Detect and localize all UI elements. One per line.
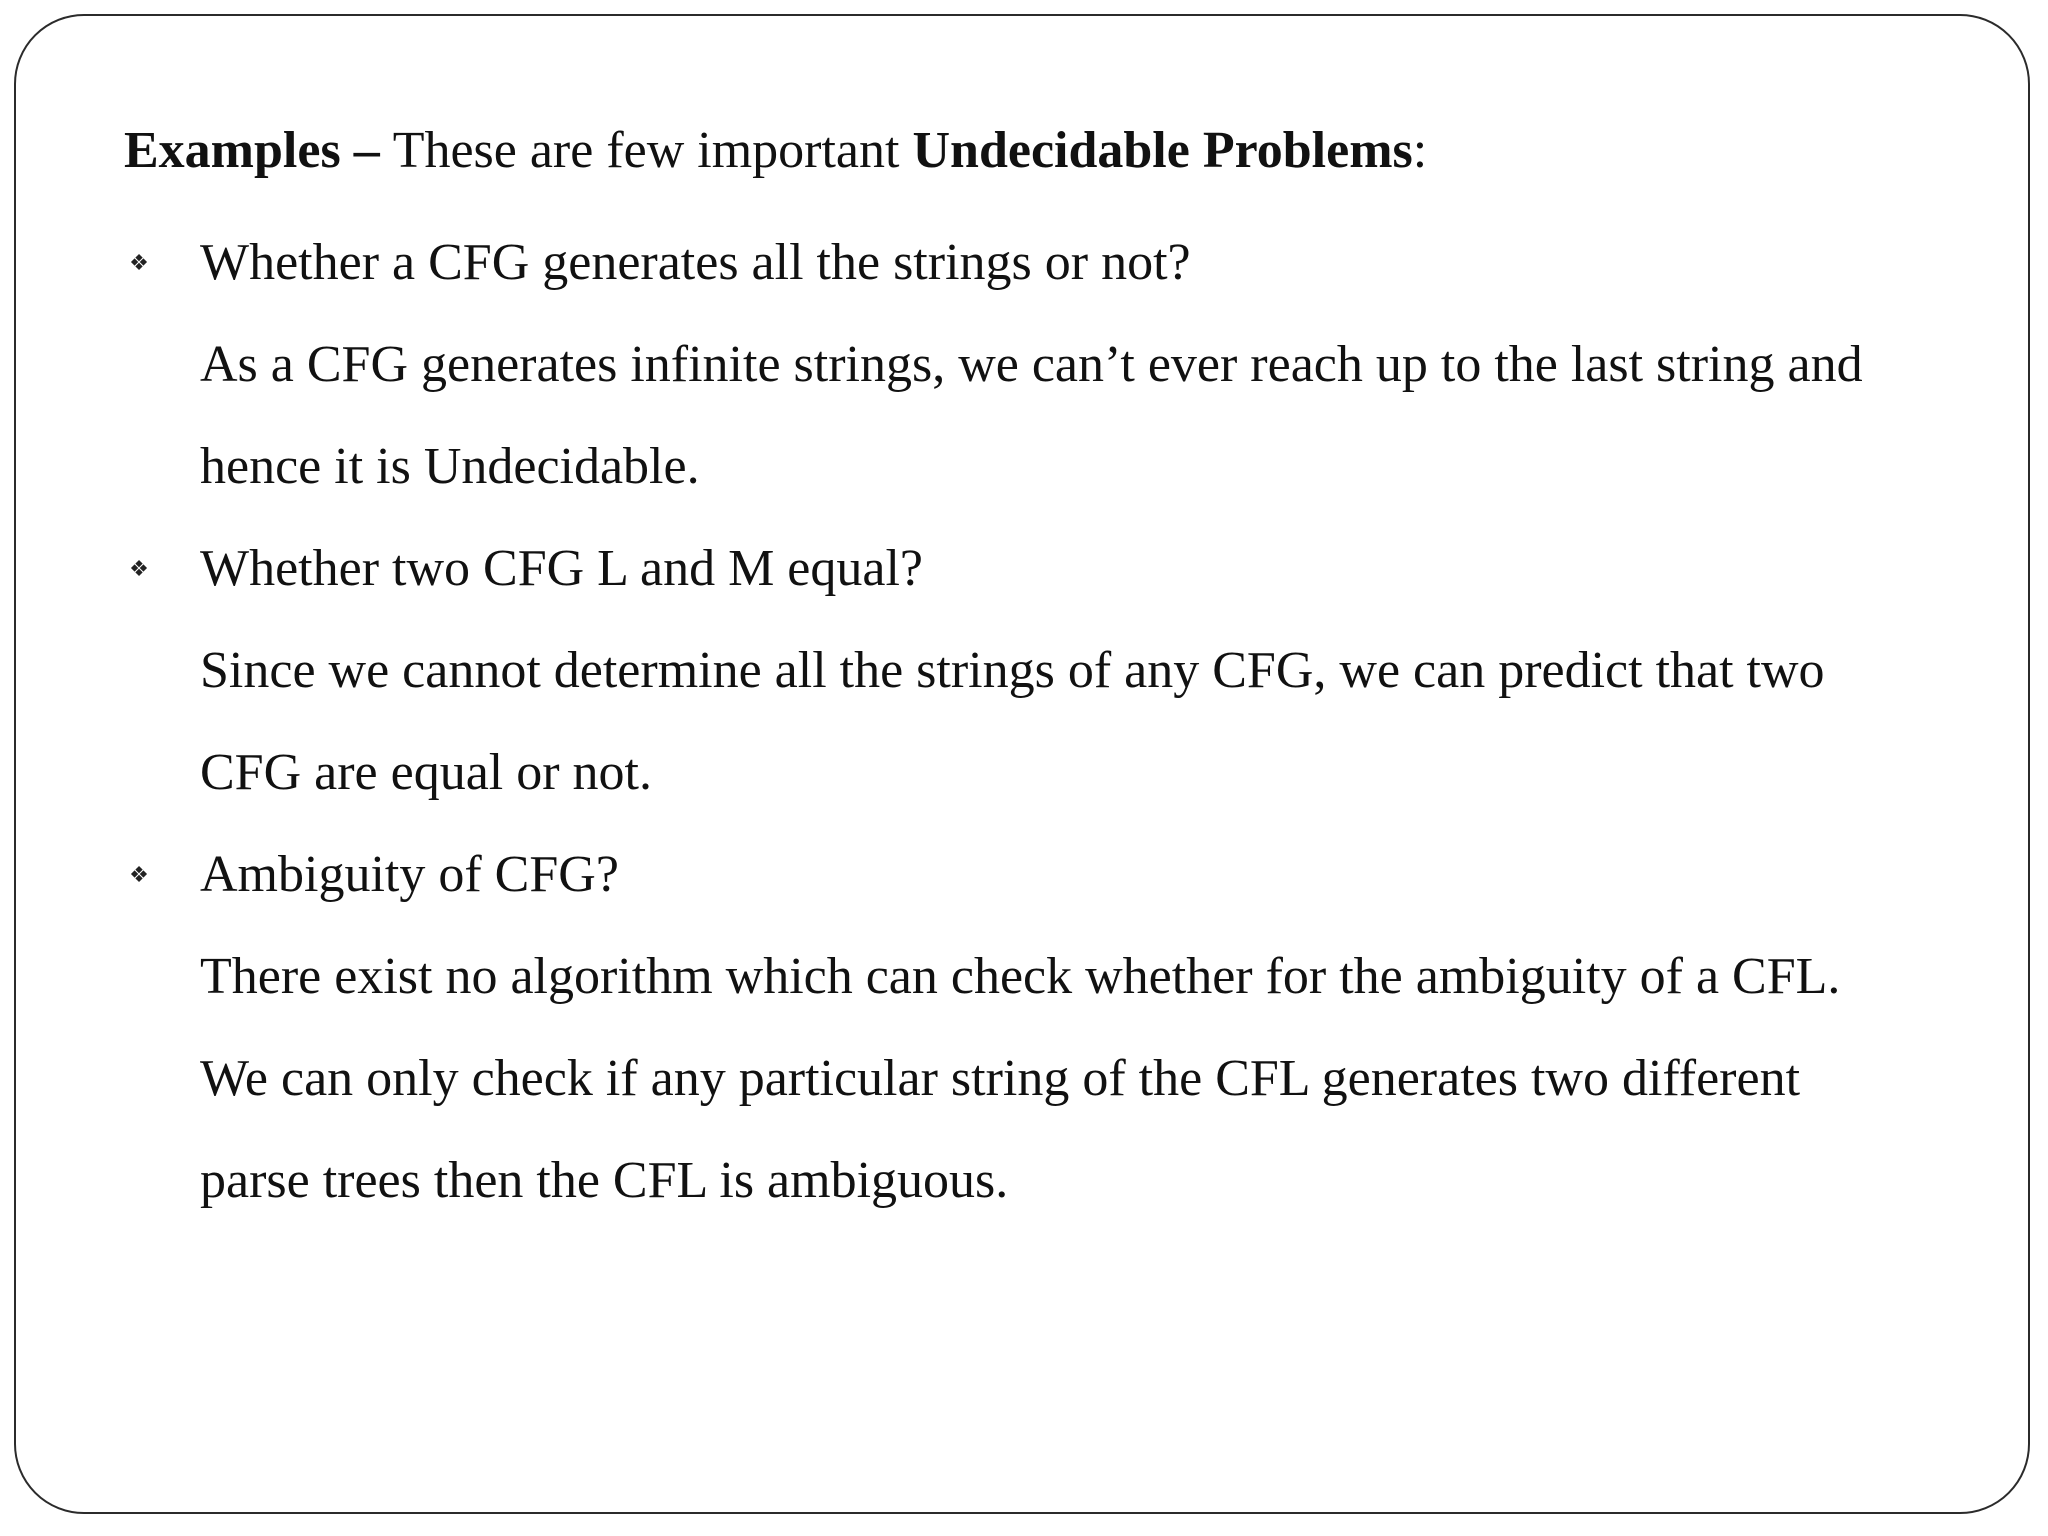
bullet-explanation-line: We can only check if any particular string of the CFL generates two different <box>200 1050 1801 1107</box>
bullet-item-cfg-equality <box>124 518 2024 824</box>
bullet-item-cfg-all-strings <box>124 212 2024 518</box>
bullet-title: Ambiguity of CFG? <box>200 846 619 903</box>
slide-content <box>124 110 2024 1232</box>
bullet-explanation-line: hence it is Undecidable. <box>200 438 700 495</box>
heading-colon: : <box>1412 122 1428 179</box>
bullet-explanation-line: CFG are equal or not. <box>200 744 653 801</box>
heading-intro-text: These are few important <box>392 122 913 179</box>
heading-examples-label: Examples <box>124 122 341 179</box>
bullet-explanation-line: parse trees then the CFL is ambiguous. <box>200 1152 1009 1209</box>
diamond-bullet-icon: ❖ <box>129 556 149 582</box>
bullet-explanation-line: There exist no algorithm which can check whether for the ambiguity of a CFL. <box>200 948 1841 1005</box>
bullet-title: Whether two CFG L and M equal? <box>200 540 923 597</box>
bullet-item-cfg-ambiguity <box>124 824 2024 1232</box>
bullet-title: Whether a CFG generates all the strings or not? <box>200 234 1191 291</box>
heading-undecidable-problems: Undecidable Problems <box>912 122 1413 179</box>
diamond-bullet-icon: ❖ <box>129 862 149 888</box>
diamond-bullet-icon: ❖ <box>129 250 149 276</box>
bullet-explanation-line: Since we cannot determine all the strings of any CFG, we can predict that two <box>200 642 1825 699</box>
bullet-explanation-line: As a CFG generates infinite strings, we can’t ever reach up to the last string and <box>200 336 1863 393</box>
heading-dash: – <box>340 122 393 179</box>
slide-heading <box>124 110 2024 212</box>
